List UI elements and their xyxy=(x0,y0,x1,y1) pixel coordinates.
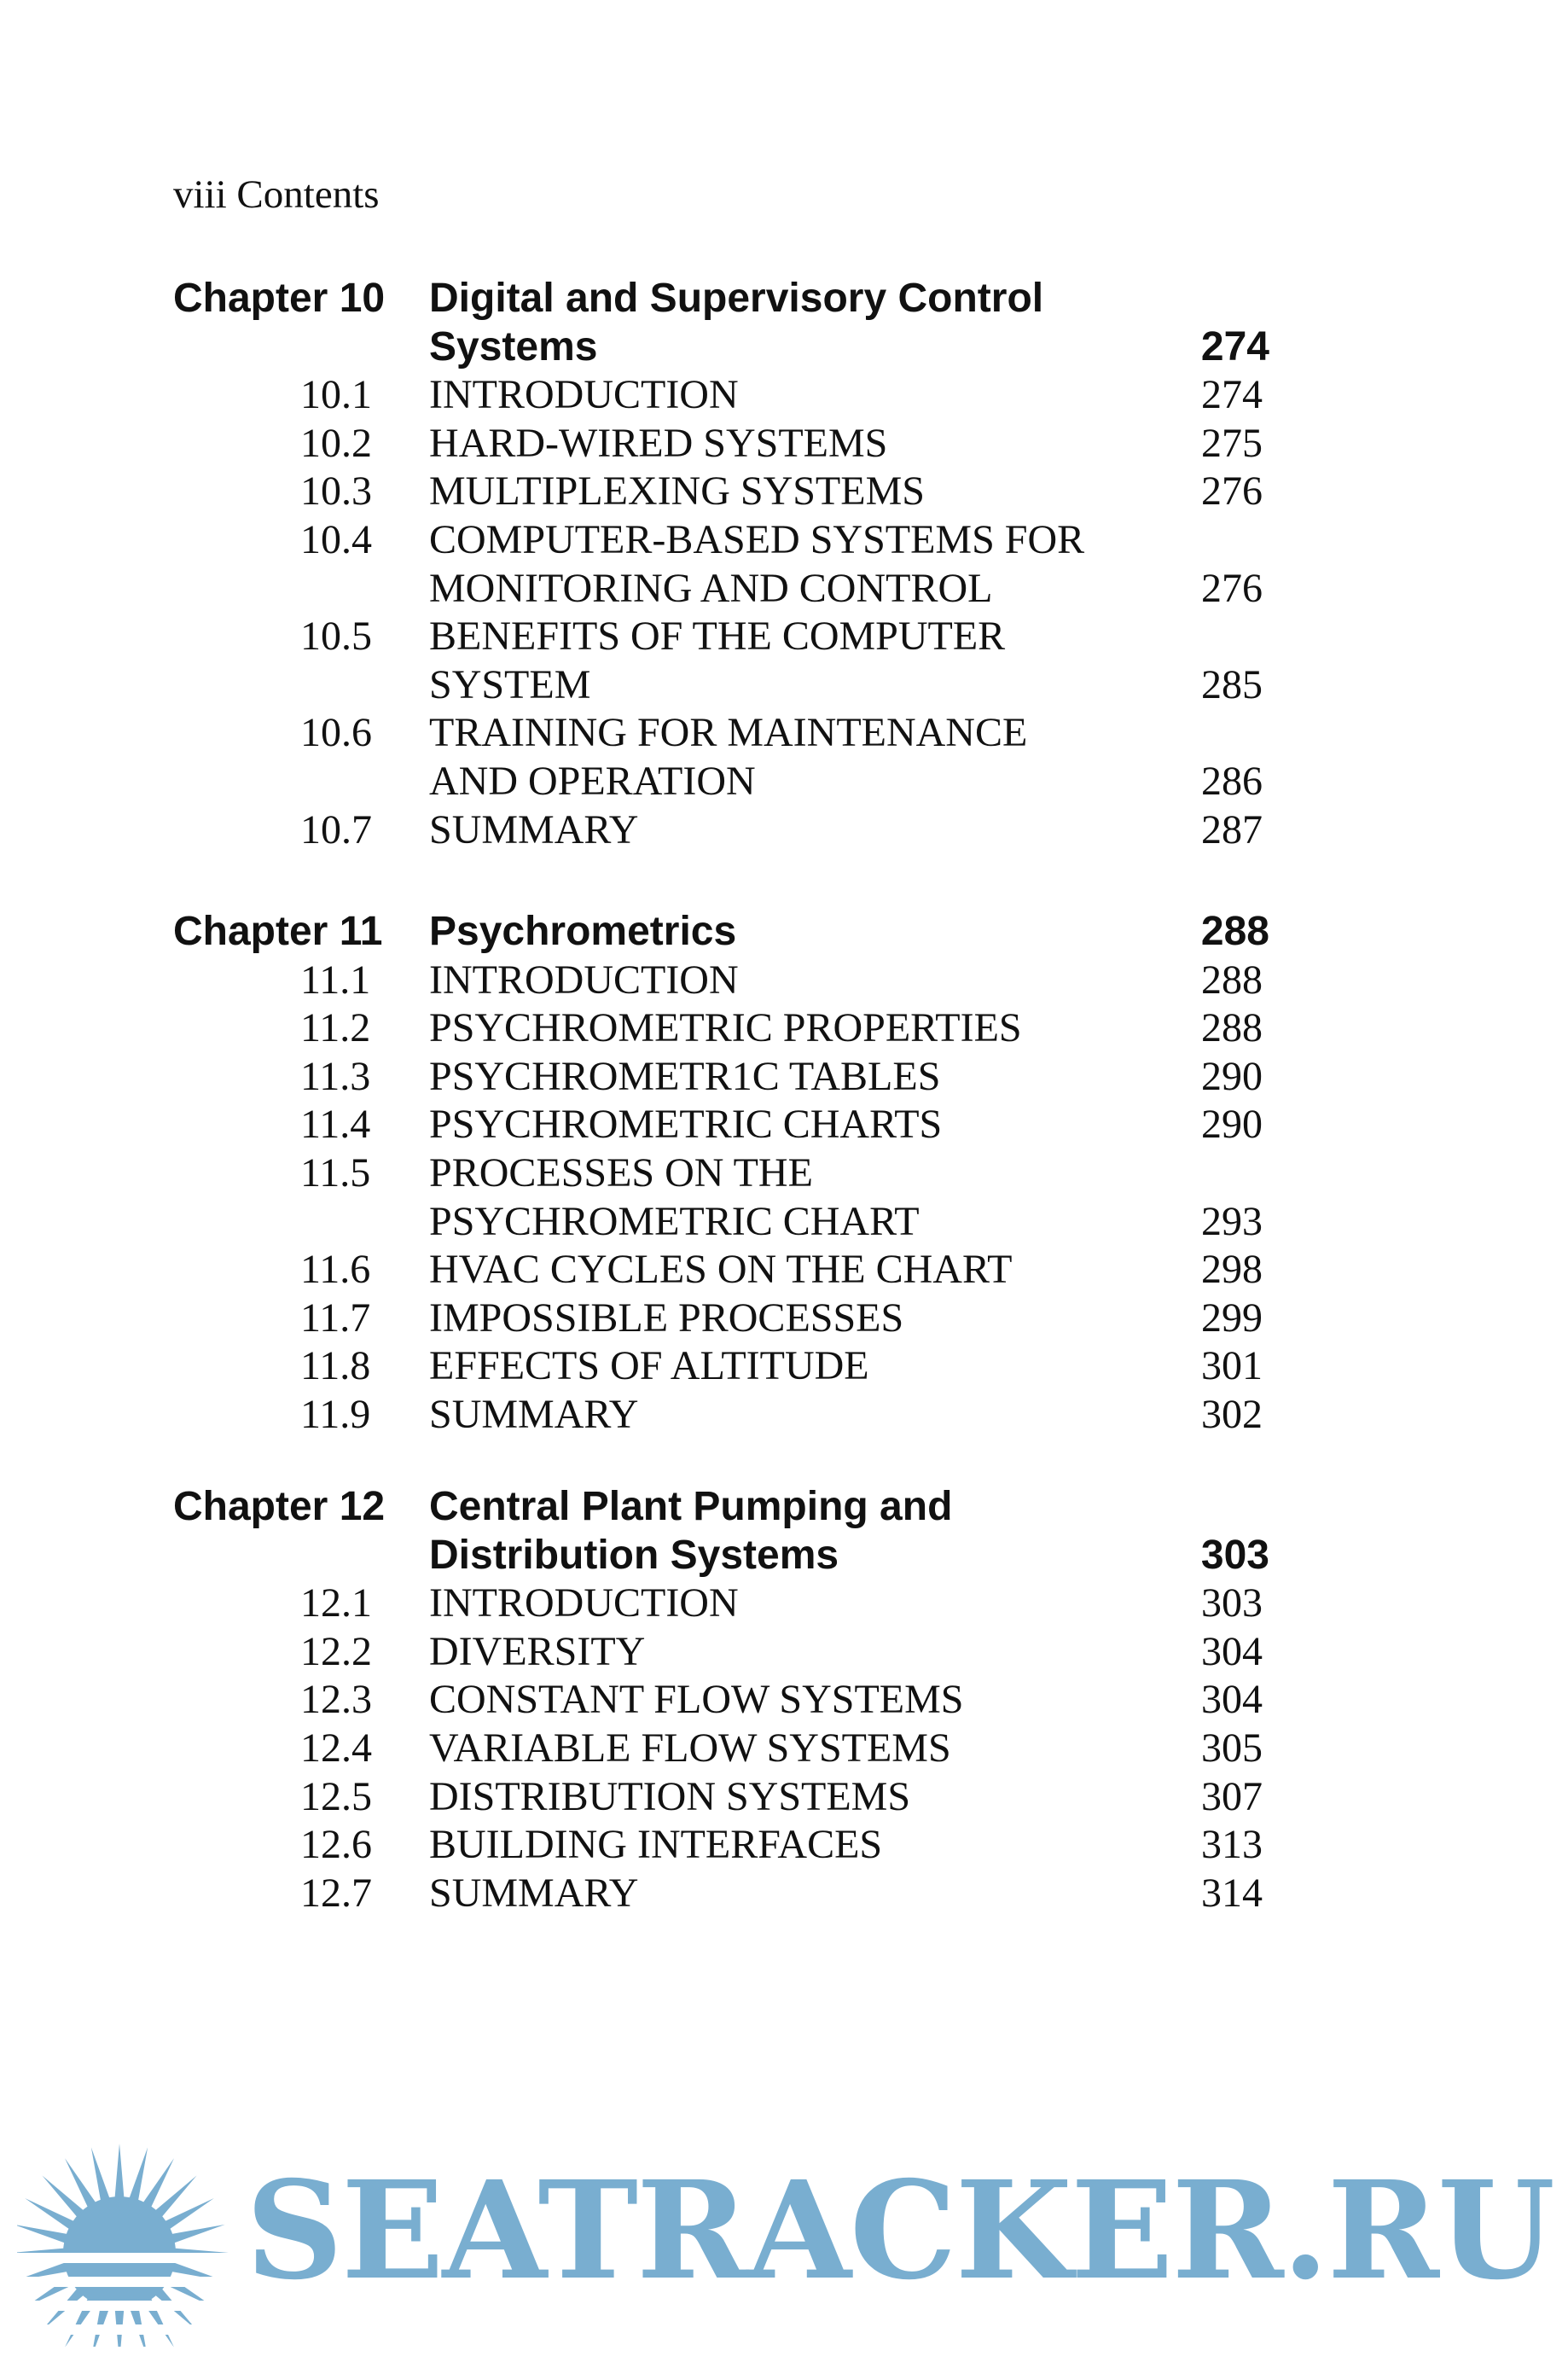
section-number: 11.7 xyxy=(300,1295,371,1341)
section-page-number: 302 xyxy=(1201,1391,1263,1437)
section-title: DIVERSITY xyxy=(429,1628,646,1674)
chapter-page-number: 288 xyxy=(1200,909,1269,954)
section-number: 11.4 xyxy=(300,1102,371,1148)
section-title: HVAC CYCLES ON THE CHART xyxy=(429,1247,1013,1293)
toc-entry[interactable] xyxy=(0,1870,1568,1918)
section-title: EFFECTS OF ALTITUDE xyxy=(429,1343,869,1389)
chapter-label: Chapter 11 xyxy=(173,909,383,954)
section-title: BENEFITS OF THE COMPUTER xyxy=(429,614,1006,660)
section-title: PSYCHROMETRIC PROPERTIES xyxy=(429,1005,1022,1051)
chapter-title: Psychrometrics xyxy=(429,909,737,954)
section-number: 11.6 xyxy=(300,1247,371,1293)
section-page-number: 304 xyxy=(1201,1628,1263,1674)
section-title: BUILDING INTERFACES xyxy=(429,1822,883,1868)
section-title: PSYCHROMETR1C TABLES xyxy=(429,1053,941,1099)
section-title: SUMMARY xyxy=(429,1391,639,1437)
section-title: HARD-WIRED SYSTEMS xyxy=(429,420,888,466)
chapter-page-number: 303 xyxy=(1200,1532,1269,1578)
toc-entry[interactable] xyxy=(0,613,1568,661)
section-page-number: 298 xyxy=(1201,1247,1263,1293)
section-page-number: 314 xyxy=(1201,1870,1263,1916)
section-number: 11.2 xyxy=(300,1005,371,1051)
running-head: viii Contents xyxy=(173,172,380,217)
section-number: 12.7 xyxy=(300,1870,372,1916)
chapter-block xyxy=(0,1483,1568,1917)
toc-entry[interactable] xyxy=(0,1246,1568,1295)
section-page-number: 290 xyxy=(1201,1102,1263,1148)
toc-entry[interactable] xyxy=(0,1676,1568,1725)
watermark-text: SEATRACKER.RU xyxy=(246,2152,1553,2310)
section-page-number: 288 xyxy=(1201,957,1263,1003)
section-page-number: 293 xyxy=(1201,1198,1263,1244)
sun-ray xyxy=(128,2147,148,2202)
section-page-number: 276 xyxy=(1201,468,1263,515)
toc-entry[interactable] xyxy=(0,1580,1568,1628)
chapter-title: Distribution Systems xyxy=(429,1532,839,1578)
section-title: SUMMARY xyxy=(429,1870,639,1916)
section-number: 10.1 xyxy=(300,372,372,418)
chapter-block xyxy=(0,908,1568,1440)
section-number: 10.5 xyxy=(300,614,372,660)
toc-entry[interactable] xyxy=(0,1198,1568,1247)
chapter-heading-row[interactable] xyxy=(0,908,1568,957)
section-title: PROCESSES ON THE xyxy=(429,1149,813,1196)
section-number: 11.3 xyxy=(300,1053,371,1099)
section-number: 12.2 xyxy=(300,1628,372,1674)
section-page-number: 290 xyxy=(1201,1053,1263,1099)
section-number: 10.3 xyxy=(300,468,372,515)
chapter-title: Digital and Supervisory Control xyxy=(429,276,1044,321)
chapter-label: Chapter 10 xyxy=(173,276,386,321)
section-page-number: 305 xyxy=(1201,1725,1263,1771)
chapter-label: Chapter 12 xyxy=(173,1484,386,1529)
toc-entry[interactable] xyxy=(0,468,1568,516)
section-number: 12.6 xyxy=(300,1822,372,1868)
section-title: TRAINING FOR MAINTENANCE xyxy=(429,710,1028,756)
toc-entry[interactable] xyxy=(0,1773,1568,1822)
toc-entry[interactable] xyxy=(0,1053,1568,1102)
toc-entry[interactable] xyxy=(0,709,1568,758)
section-number: 11.1 xyxy=(300,957,371,1003)
section-page-number: 301 xyxy=(1201,1343,1263,1389)
toc-entry[interactable] xyxy=(0,1004,1568,1053)
chapter-heading-row[interactable] xyxy=(0,323,1568,372)
toc-entry[interactable] xyxy=(0,1149,1568,1198)
section-title: IMPOSSIBLE PROCESSES xyxy=(429,1295,904,1341)
section-page-number: 286 xyxy=(1201,758,1263,804)
section-page-number: 304 xyxy=(1201,1677,1263,1723)
toc-entry[interactable] xyxy=(0,420,1568,468)
toc-entry[interactable] xyxy=(0,371,1568,420)
chapter-heading-row[interactable] xyxy=(0,1483,1568,1532)
toc-entry[interactable] xyxy=(0,1725,1568,1773)
section-number: 10.6 xyxy=(300,710,372,756)
chapter-heading-row[interactable] xyxy=(0,275,1568,323)
section-title: COMPUTER-BASED SYSTEMS FOR xyxy=(429,516,1085,562)
toc-entry[interactable] xyxy=(0,1342,1568,1391)
section-title: SYSTEM xyxy=(429,661,591,707)
section-title: CONSTANT FLOW SYSTEMS xyxy=(429,1677,964,1723)
section-title: AND OPERATION xyxy=(429,758,756,804)
toc-entry[interactable] xyxy=(0,516,1568,565)
section-title: DISTRIBUTION SYSTEMS xyxy=(429,1773,911,1819)
section-page-number: 276 xyxy=(1201,565,1263,611)
sun-ray xyxy=(114,2144,124,2200)
sun-ray xyxy=(17,2225,70,2244)
section-number: 11.9 xyxy=(300,1391,371,1437)
toc-entry[interactable] xyxy=(0,1391,1568,1440)
chapter-page-number: 274 xyxy=(1200,323,1269,369)
sun-icon xyxy=(17,2125,247,2347)
watermark xyxy=(17,2125,1553,2347)
section-title: VARIABLE FLOW SYSTEMS xyxy=(429,1725,951,1771)
section-number: 10.4 xyxy=(300,516,372,562)
section-number: 12.3 xyxy=(300,1677,372,1723)
sun-ray xyxy=(169,2225,224,2244)
toc-entry[interactable] xyxy=(0,1295,1568,1343)
toc-entry[interactable] xyxy=(0,758,1568,806)
toc-entry[interactable] xyxy=(0,1101,1568,1149)
section-title: MONITORING AND CONTROL xyxy=(429,565,993,611)
toc-entry[interactable] xyxy=(0,565,1568,614)
sun-ray xyxy=(91,2147,111,2202)
section-number: 12.1 xyxy=(300,1580,372,1626)
section-title: INTRODUCTION xyxy=(429,957,739,1003)
section-title: MULTIPLEXING SYSTEMS xyxy=(429,468,925,515)
toc-entry[interactable] xyxy=(0,957,1568,1005)
section-page-number: 299 xyxy=(1201,1295,1263,1341)
section-page-number: 303 xyxy=(1201,1580,1263,1626)
toc-entry[interactable] xyxy=(0,1821,1568,1870)
chapter-heading-row[interactable] xyxy=(0,1532,1568,1580)
section-number: 11.8 xyxy=(300,1343,371,1389)
toc-entry[interactable] xyxy=(0,661,1568,710)
section-title: PSYCHROMETRIC CHART xyxy=(429,1198,920,1244)
section-title: PSYCHROMETRIC CHARTS xyxy=(429,1102,943,1148)
section-title: SUMMARY xyxy=(429,806,639,852)
section-page-number: 285 xyxy=(1201,661,1263,707)
chapter-block xyxy=(0,275,1568,854)
section-page-number: 307 xyxy=(1201,1773,1263,1819)
section-number: 10.7 xyxy=(300,806,372,852)
section-page-number: 287 xyxy=(1201,806,1263,852)
section-number: 12.4 xyxy=(300,1725,372,1771)
section-title: INTRODUCTION xyxy=(429,372,739,418)
toc-entry[interactable] xyxy=(0,806,1568,855)
section-number: 12.5 xyxy=(300,1773,372,1819)
section-page-number: 274 xyxy=(1201,372,1263,418)
section-title: INTRODUCTION xyxy=(429,1580,739,1626)
section-number: 10.2 xyxy=(300,420,372,466)
section-page-number: 288 xyxy=(1201,1005,1263,1051)
chapter-title: Systems xyxy=(429,323,598,369)
section-number: 11.5 xyxy=(300,1149,371,1196)
chapter-title: Central Plant Pumping and xyxy=(429,1484,953,1529)
toc-entry[interactable] xyxy=(0,1628,1568,1677)
section-page-number: 275 xyxy=(1201,420,1263,466)
section-page-number: 313 xyxy=(1201,1822,1263,1868)
